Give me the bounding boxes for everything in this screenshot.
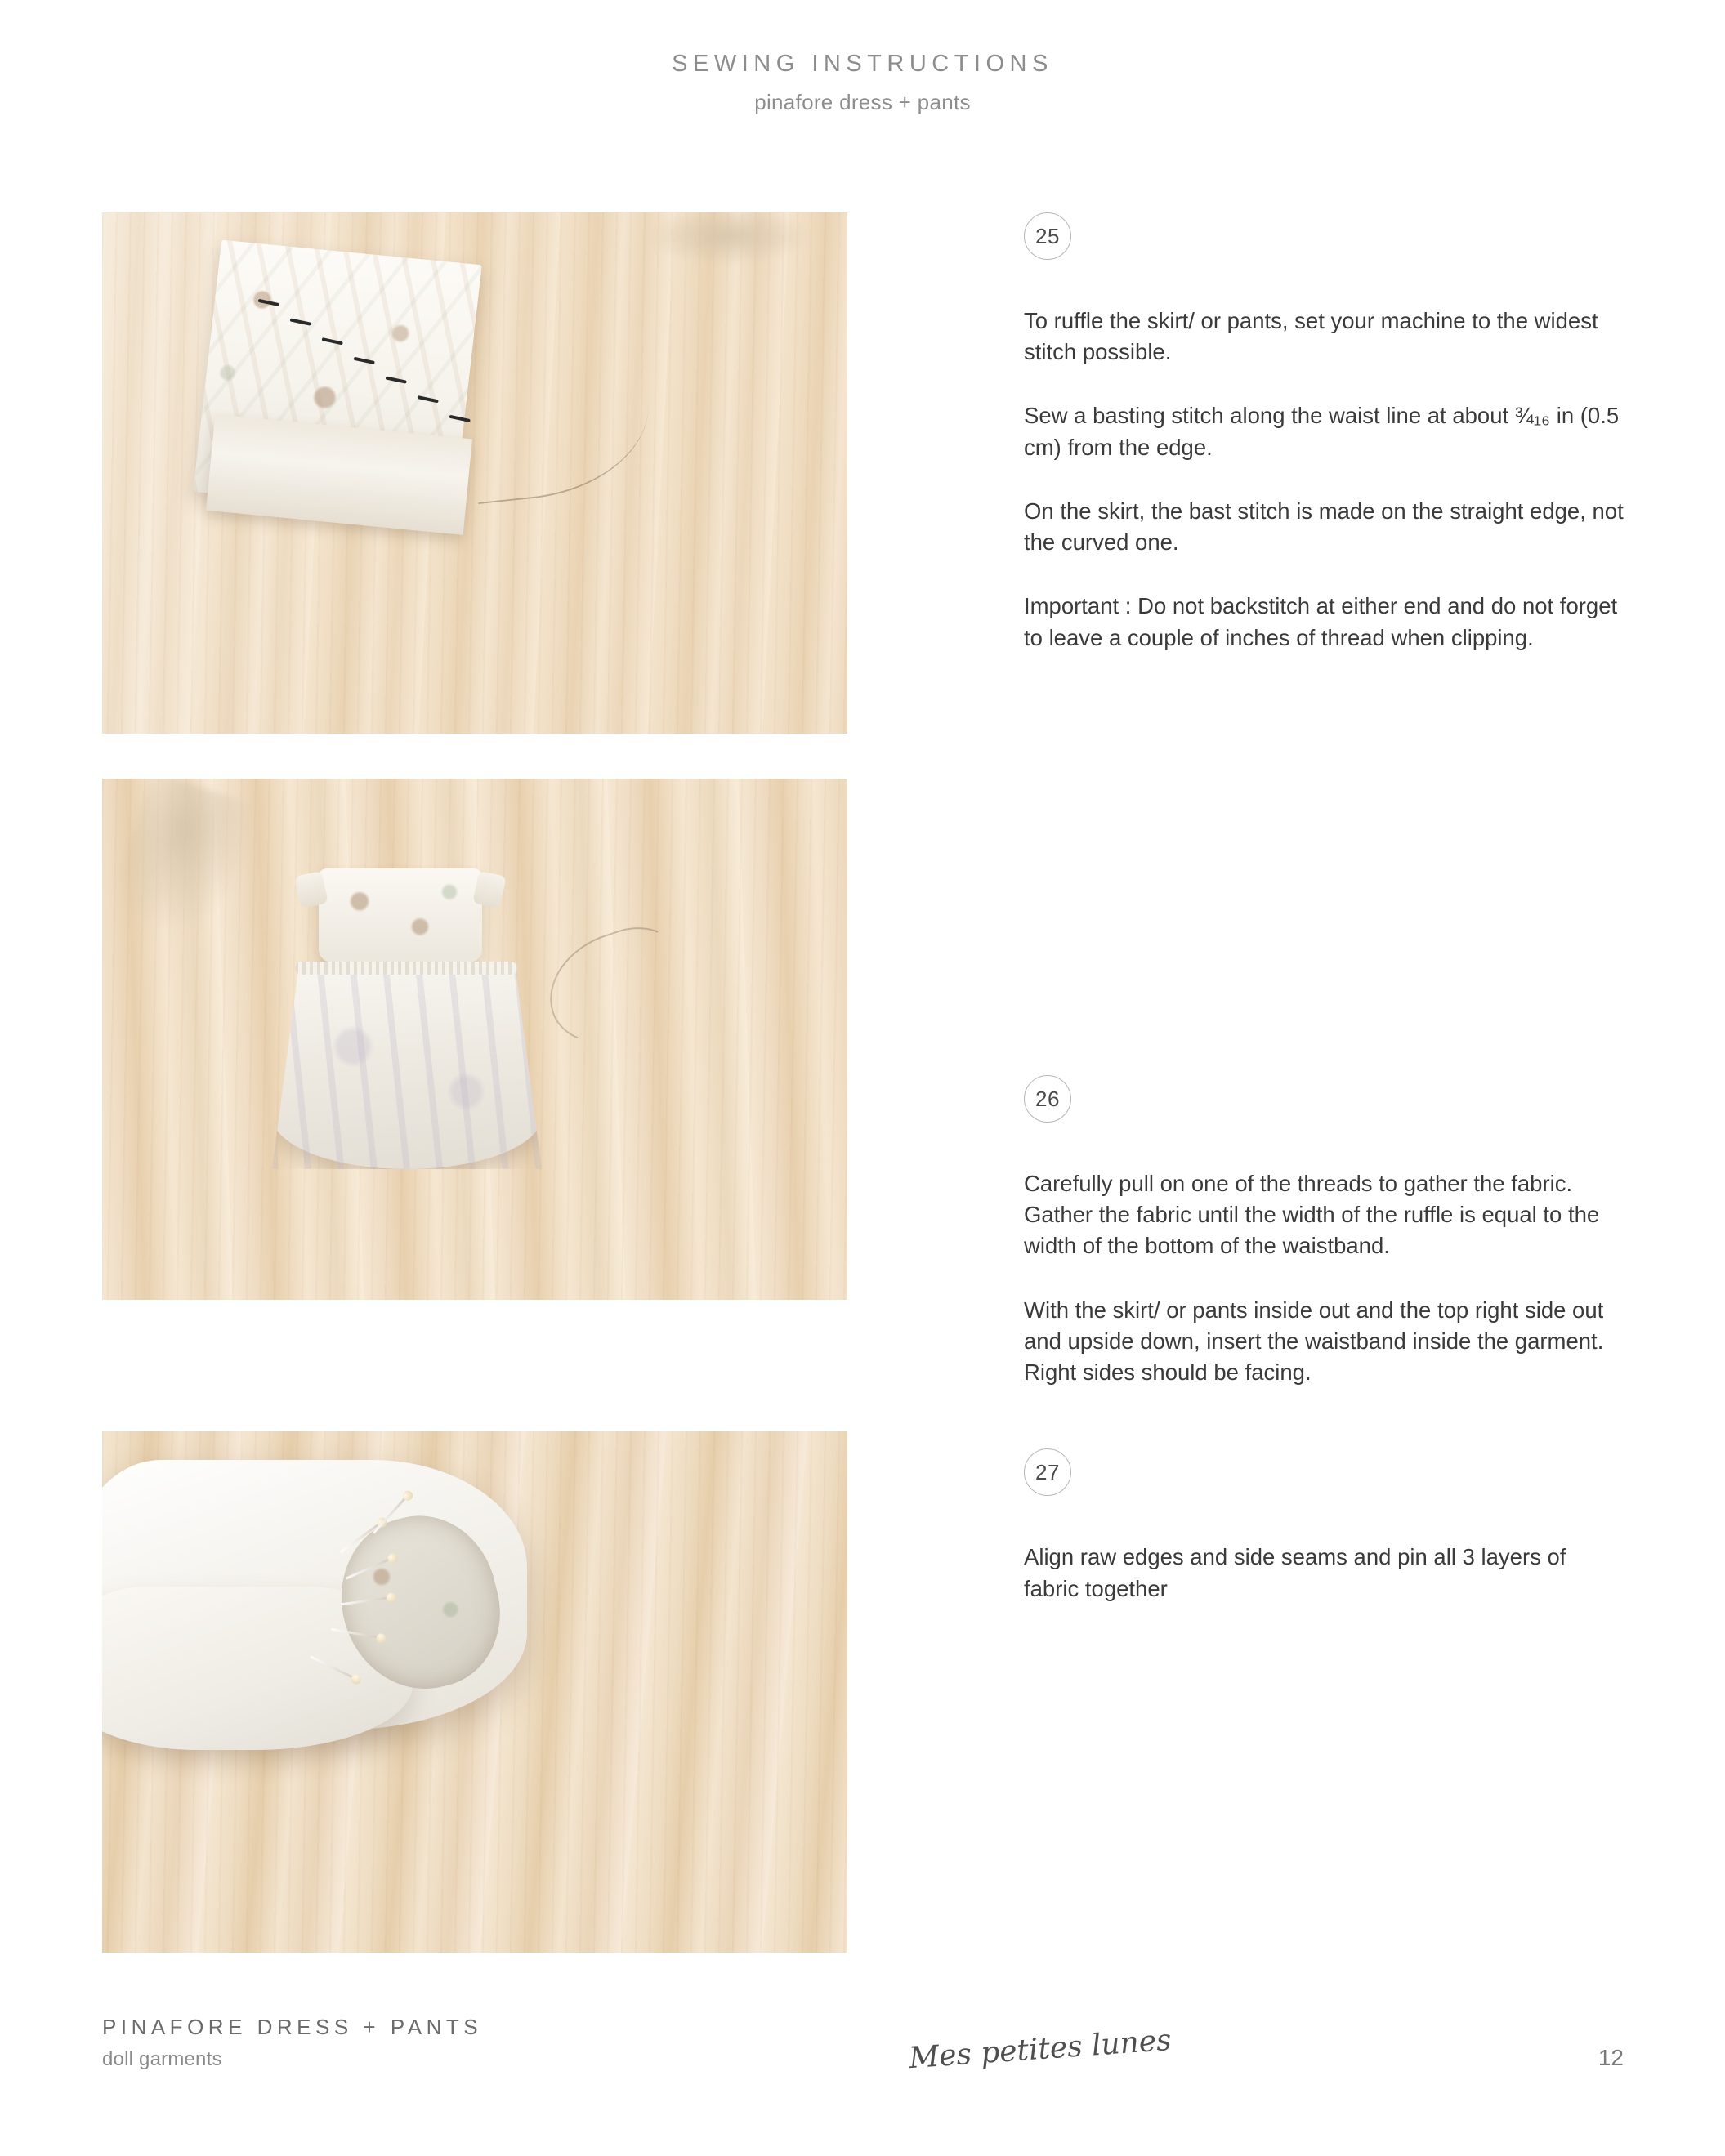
step-number-badge: 25 bbox=[1024, 212, 1071, 260]
step-photo-container bbox=[102, 779, 847, 1300]
step-photo-container bbox=[102, 212, 847, 734]
pampas-decor bbox=[646, 212, 810, 265]
doll-top-garment bbox=[319, 868, 482, 962]
step-body bbox=[1024, 1168, 1624, 1388]
step-row bbox=[102, 1431, 1624, 1953]
step-body bbox=[1024, 306, 1624, 654]
footer-title: PINAFORE DRESS + PANTS bbox=[102, 2015, 483, 2039]
step-text-container bbox=[847, 779, 1624, 1388]
step-photo-container bbox=[102, 1431, 847, 1953]
page-number: 12 bbox=[1598, 2045, 1624, 2070]
step-text-container bbox=[847, 212, 1624, 654]
page-subtitle: pinafore dress + pants bbox=[754, 90, 971, 114]
step-paragraph: On the skirt, the bast stitch is made on the straight edge, not the curved one. bbox=[1024, 498, 1624, 556]
gathered-skirt bbox=[272, 965, 542, 1169]
step-photo-26 bbox=[102, 779, 847, 1300]
step-body bbox=[1024, 1542, 1624, 1604]
step-paragraph: To ruffle the skirt/ or pants, set your machine to the widest stitch possible. bbox=[1024, 308, 1598, 365]
footer-subtitle: doll garments bbox=[102, 2048, 222, 2070]
step-row bbox=[102, 212, 1624, 734]
step-row bbox=[102, 779, 1624, 1388]
step-number-badge: 26 bbox=[1024, 1075, 1071, 1123]
step-text-container bbox=[847, 1431, 1624, 1604]
instructions-content bbox=[102, 212, 1624, 1953]
step-paragraph: Carefully pull on one of the threads to gather the fabric. Gather the fabric until the width of the ruffle is equal to the width of the bottom of the waistband. bbox=[1024, 1171, 1600, 1259]
step-number-badge: 27 bbox=[1024, 1448, 1071, 1496]
brand-signature: Mes petites lunes bbox=[908, 2023, 1173, 2076]
step-paragraph: With the skirt/ or pants inside out and the top right side out and upside down, insert the waistband inside the garment. Right sides should be facing. bbox=[1024, 1297, 1604, 1386]
page-header bbox=[0, 51, 1725, 115]
step-photo-25 bbox=[102, 212, 847, 734]
page-title: SEWING INSTRUCTIONS bbox=[672, 51, 1053, 77]
step-photo-27 bbox=[102, 1431, 847, 1953]
gathered-edge bbox=[295, 962, 517, 975]
step-paragraph: Sew a basting stitch along the waist line at about ¾₁₆ in (0.5 cm) from the edge. bbox=[1024, 403, 1620, 460]
page-footer bbox=[102, 2015, 1624, 2076]
step-paragraph: Align raw edges and side seams and pin all 3 layers of fabric together bbox=[1024, 1544, 1566, 1601]
footer-left bbox=[102, 2015, 482, 2071]
step-paragraph: Important : Do not backstitch at either end and do not forget to leave a couple of inches of thread when clipping. bbox=[1024, 593, 1618, 650]
